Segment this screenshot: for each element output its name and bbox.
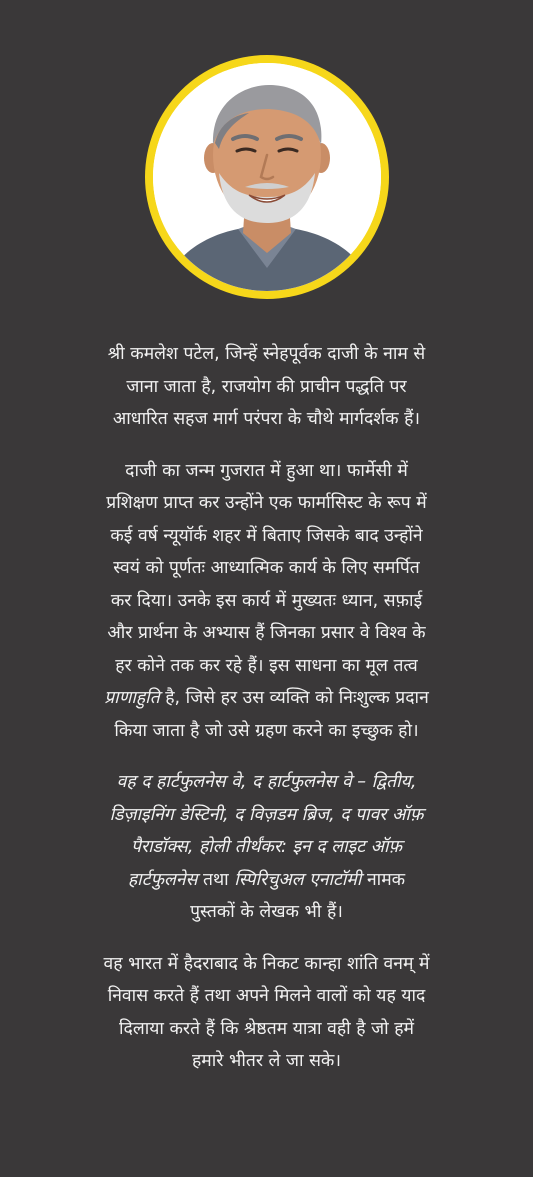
portrait-frame [145,55,389,299]
bio-paragraph-2-text: दाजी का जन्म गुजरात में हुआ था। फार्मेसी में प्रशिक्षण प्राप्त कर उन्होंने एक फार्मासिस्ट के रूप में कई वर्ष न्यूयॉर्क शहर में बिताए जिसके बाद उन्होंने स्वयं को पूर्णतः आध्यात्मिक कार्य के लिए समर्पित कर दिया। उनके इस कार्य में मुख्यतः ध्यान, सफ़ाई और प्रार्थना के अभ्यास हैं जिनका प्रसार वे विश्व के हर कोने तक कर रहे हैं। इस साधना का मूल तत्व [106,460,427,676]
bio-paragraph-4: वह भारत में हैदराबाद के निकट कान्हा शांति वनम् में निवास करते हैं तथा अपने मिलने वालों को यह याद दिलाया करते हैं कि श्रेष्ठतम यात्रा वही है जो हमें हमारे भीतर ले जा सके। [103,953,430,1071]
author-portrait [153,63,381,291]
book-title-spiritual-anatomy: स्पिरिचुअल एनाटॉमी [234,869,362,890]
bio-paragraph-3-lead: वह [116,772,142,792]
bio-paragraph-1: श्री कमलेश पटेल, जिन्हें स्नेहपूर्वक दाजी के नाम से जाना जाता है, राजयोग की प्राचीन पद्धति पर आधारित सहज मार्ग परंपरा के चौथे मार्गदर्शक हैं। [107,344,426,429]
book-titles: द हार्टफुलनेस वे, द हार्टफुलनेस वे – द्वितीय, डिज़ाइनिंग डेस्टिनी, द विज़डम ब्रिज, द पावर ऑफ़ पैराडॉक्स, होली तीर्थंकर: इन द लाइट ऑफ़ हार्टफुलनेस [109,772,424,890]
author-photo [153,63,381,291]
bio-paragraph-2-rest: है, जिसे हर उस व्यक्ति को निःशुल्क प्रदान किया जाता है जो उसे ग्रहण करने का इच्छुक हो। [114,688,429,741]
bio-paragraph-3-tail: नामक पुस्तकों के लेखक भी हैं। [190,869,406,922]
bio-paragraph-3-connector: तथा [197,869,235,890]
bio-paragraph-2 [60,455,473,748]
author-bio [60,338,473,1097]
bio-paragraph-3 [60,766,473,929]
pranahuti-term: प्राणाहुति [104,688,160,708]
